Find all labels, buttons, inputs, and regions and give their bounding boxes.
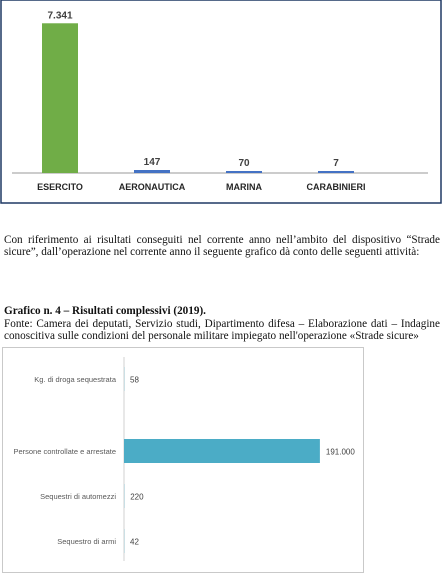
value-label-esercito: 7.341: [47, 10, 73, 22]
military-forces-bar-chart: [0, 0, 444, 204]
category-label-persone-controllate-e-arrestate: Persone controllate e arrestate: [13, 447, 116, 456]
figure-source: Fonte: Camera dei deputati, Servizio studi, Dipartimento difesa – Elaborazione dati – Indagine conoscitiva sulle condizioni del personale militare impiegato nell'operazione «Strade sicure»: [4, 318, 440, 343]
bar-carabinieri: [318, 171, 354, 173]
bar-esercito: [42, 23, 78, 173]
category-label-aeronautica: AERONAUTICA: [118, 182, 186, 192]
category-label-sequestro-di-armi: Sequestro di armi: [57, 537, 116, 546]
value-label-marina: 70: [238, 158, 250, 169]
category-label-carabinieri: CARABINIERI: [306, 182, 366, 192]
value-label-kg-di-droga-sequestrata: 58: [130, 375, 139, 385]
category-label-marina: MARINA: [226, 182, 262, 192]
operation-results-bar-chart: [2, 347, 364, 573]
bar-aeronautica: [134, 170, 170, 173]
value-label-persone-controllate-e-arrestate: 191.000: [325, 447, 355, 457]
category-label-sequestri-di-automezzi: Sequestri di automezzi: [40, 492, 116, 501]
bar-persone-controllate-e-arrestate: [124, 439, 320, 463]
category-label-kg-di-droga-sequestrata: Kg. di droga sequestrata: [34, 375, 116, 384]
value-label-sequestri-di-automezzi: 220: [130, 492, 144, 502]
body-paragraph: Con riferimento ai risultati conseguiti nel corrente anno nell’ambito del dispositivo “Strade sicure”, dall’operazione nel corrente anno il seguente grafico dà conto delle seguenti attività:: [4, 234, 440, 259]
category-label-esercito: ESERCITO: [37, 182, 83, 192]
value-label-aeronautica: 147: [143, 157, 161, 169]
bar-marina: [226, 171, 262, 173]
value-label-sequestro-di-armi: 42: [130, 537, 139, 547]
figure-title: Grafico n. 4 – Risultati complessivi (2019).: [4, 305, 206, 317]
value-label-carabinieri: 7: [333, 158, 339, 169]
